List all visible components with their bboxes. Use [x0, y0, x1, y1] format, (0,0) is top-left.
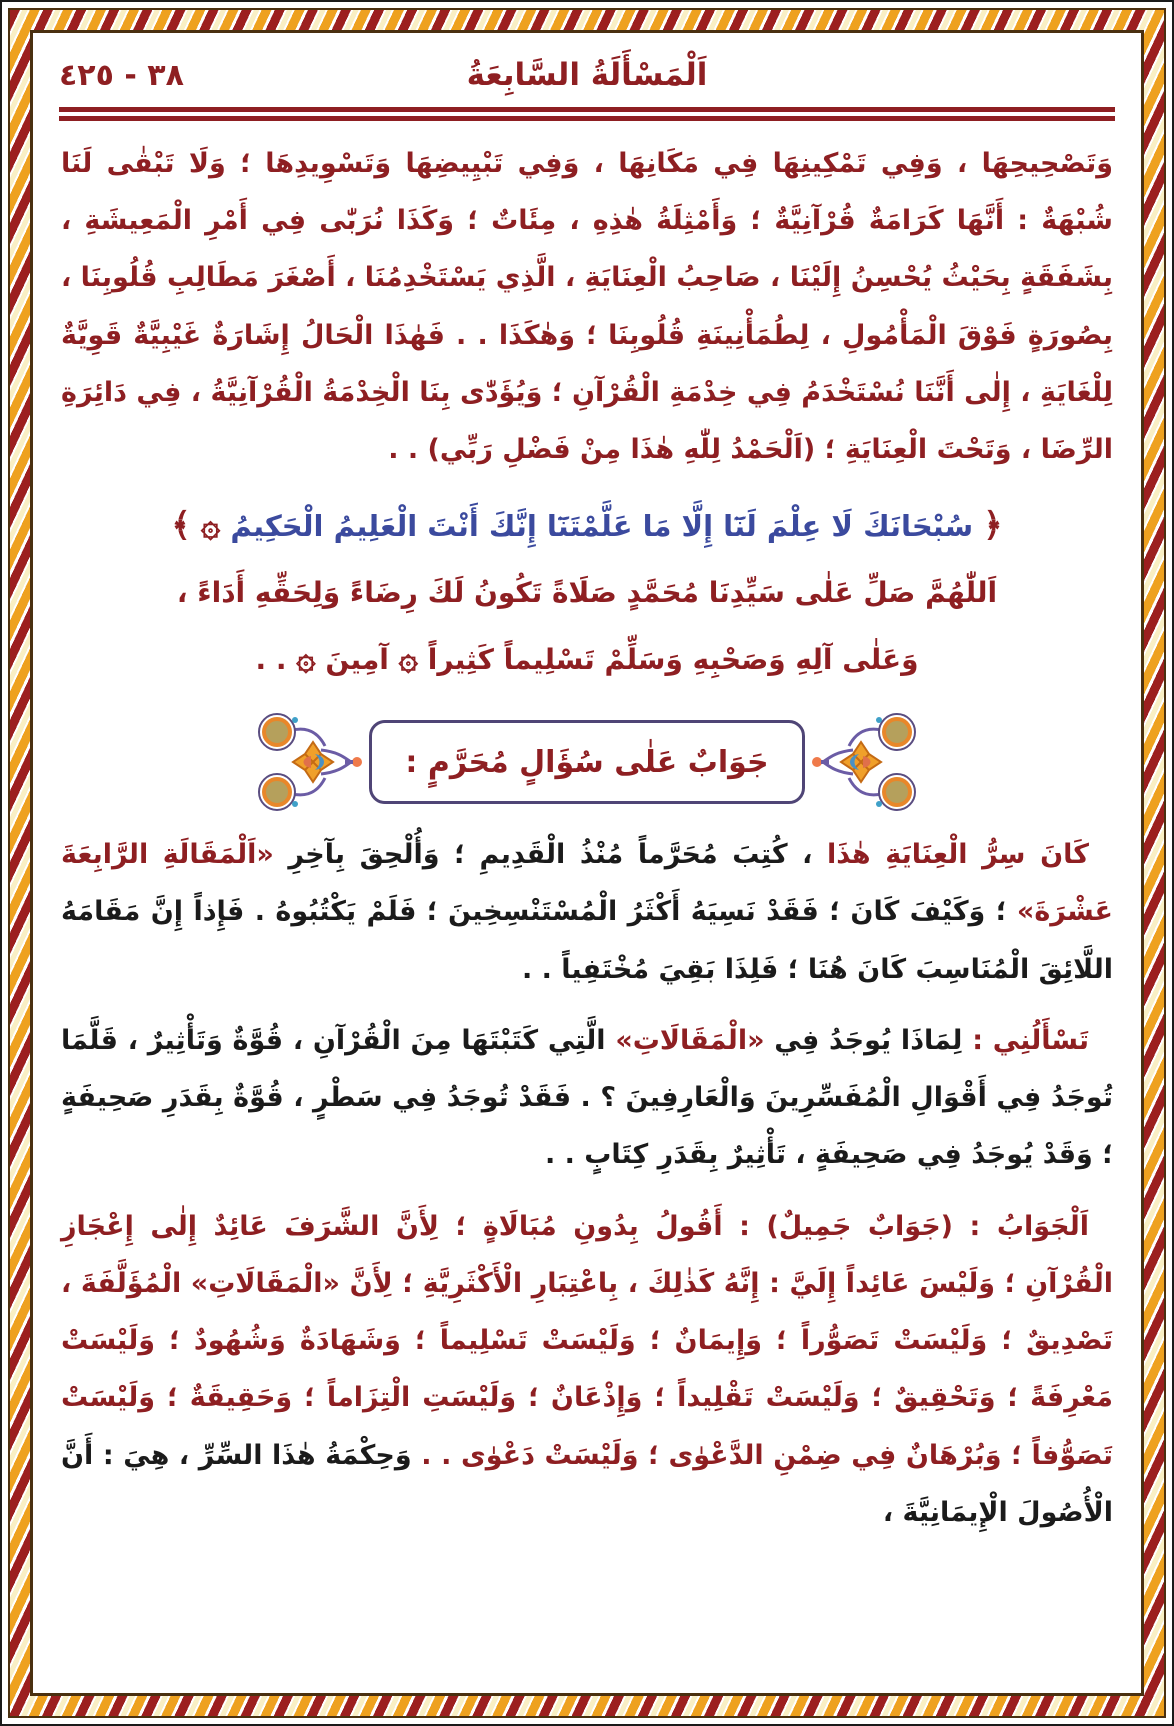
page-header — [59, 57, 1115, 93]
prayer-line-2: وَعَلٰى آلِهِ وَصَحْبِهِ وَسَلِّمْ تَسْلِيماً كَثِيراً ۞ آمِينَ ۞ . . — [255, 638, 919, 678]
body-paragraph-2: كَانَ سِرُّ الْعِنَايَةِ هٰذَا ، كُتِبَ مُحَرَّماً مُنْذُ الْقَدِيمِ ؛ وَأُلْحِقَ بِآخِرِ «اَلْمَقَالَةِ الرَّابِعَةَ عَشْرَةَ» ؛ وَكَيْفَ كَانَ ؛ فَقَدْ نَسِيَهُ أَكْثَرُ الْمُسْتَنْسِخِينَ ؛ فَلَمْ يَكْتُبُوهُ . فَإِذاً إِنَّ مَقَامَهُ اللَّائِقَ الْمُنَاسِبَ كَانَ هُنَا ؛ فَلِذَا بَقِيَ مُخْتَفِياً . . — [61, 839, 1113, 985]
body-paragraph-4: اَلْجَوَابُ : (جَوَابٌ جَمِيلٌ) : أَقُولُ بِدُونِ مُبَالَاةٍ ؛ لِأَنَّ الشَّرَفَ عَائِدٌ إِلٰى إِعْجَازِ الْقُرْآنِ ؛ وَلَيْسَ عَائِداً إِلَيَّ : إِنَّهُ كَذٰلِكَ ، بِاعْتِبَارِ الْأَكْثَرِيَّةِ ؛ لِأَنَّ «الْمَقَالَاتِ» الْمُؤَلَّفَةَ ، تَصْدِيقٌ ؛ وَلَيْسَتْ تَصَوُّراً ؛ وَإِيمَانٌ ؛ وَلَيْسَتْ تَسْلِيماً ؛ وَشَهَادَةٌ وَشُهُودٌ ؛ وَلَيْسَتْ مَعْرِفَةً ؛ وَتَحْقِيقٌ ؛ وَلَيْسَتْ تَقْلِيداً ؛ وَإِذْعَانٌ ؛ وَلَيْسَتِ الْتِزَاماً ؛ وَحَقِيقَةٌ ؛ وَلَيْسَتْ تَصَوُّفاً ؛ وَبُرْهَانٌ فِي ضِمْنِ الدَّعْوٰى ؛ وَلَيْسَتْ دَعْوٰى . . وَحِكْمَةُ هٰذَا السِّرِّ ، هِيَ : أَنَّ الْأُصُولَ الْإِيمَانِيَّةَ ، — [61, 1210, 1113, 1528]
header-divider-rule — [59, 107, 1115, 121]
rosette-icon: ۞ — [398, 638, 418, 678]
page-title: اَلْمَسْأَلَةُ السَّابِعَةُ — [466, 57, 708, 93]
prayer-block — [59, 563, 1115, 694]
section-title-cartouche — [369, 720, 805, 804]
page-content — [30, 30, 1144, 1696]
body-paragraph-1: وَتَصْحِيحِهَا ، وَفِي تَمْكِينِهَا فِي مَكَانِهَا ، وَفِي تَبْيِيضِهَا وَتَسْوِيدِهَا ؛ وَلَا تَبْقٰى لَنَا شُبْهَةٌ : أَنَّهَا كَرَامَةٌ قُرْآنِيَّةٌ ؛ وَأَمْثِلَةُ هٰذِهِ ، مِئَاتٌ ؛ وَكَذَا نُرَبّٰى فِي أَمْرِ الْمَعِيشَةِ ، بِشَفَقَةٍ بِحَيْثُ يُحْسِنُ إِلَيْنَا ، صَاحِبُ الْعِنَايَةِ ، الَّذِي يَسْتَخْدِمُنَا ، أَصْغَرَ مَطَالِبِ قُلُوبِنَا ، بِصُورَةٍ فَوْقَ الْمَأْمُولِ ، لِطُمَأْنِينَةِ قُلُوبِنَا ؛ وَهٰكَذَا . . فَهٰذَا الْحَالُ إِشَارَةٌ غَيْبِيَّةٌ قَوِيَّةٌ لِلْغَايَةِ ، إِلٰى أَنَّنَا نُسْتَخْدَمُ فِي خِدْمَةِ الْقُرْآنِ ؛ وَيُؤَدّٰى بِنَا الْخِدْمَةُ الْقُرْآنِيَّةُ ، فِي دَائِرَةِ الرِّضَا ، وَتَحْتَ الْعِنَايَةِ ؛ (اَلْحَمْدُ لِلّٰهِ هٰذَا مِنْ فَضْلِ رَبِّي) . . — [61, 148, 1113, 466]
prayer-line-1: اَللّٰهُمَّ صَلِّ عَلٰى سَيِّدِنَا مُحَمَّدٍ صَلَاةً تَكُونُ لَكَ رِضَاءً وَلِحَقِّهِ أَدَاءً ، — [176, 576, 998, 610]
quran-verse — [59, 494, 1115, 557]
ornamental-border-band — [8, 8, 1166, 1718]
section-title: جَوَابٌ عَلٰى سُؤَالٍ مُحَرَّمٍ : — [405, 744, 769, 780]
rosette-icon: ۞ — [296, 638, 316, 678]
ornament-flourish-icon — [805, 712, 923, 812]
ornament-flourish-icon — [251, 712, 369, 812]
verse-bracket-close-icon: ﴾ — [171, 505, 191, 545]
body-paragraph-3: تَسْأَلُنِي : لِمَاذَا يُوجَدُ فِي «الْمَقَالَاتِ» الَّتِي كَتَبْتَهَا مِنَ الْقُرْآنِ ، قُوَّةٌ وَتَأْثِيرٌ ، قَلَّمَا تُوجَدُ فِي أَقْوَالِ الْمُفَسِّرِينَ وَالْعَارِفِينَ ؟ . فَقَدْ تُوجَدُ فِي سَطْرٍ ، قُوَّةٌ بِقَدَرِ صَحِيفَةٍ ؛ وَقَدْ يُوجَدُ فِي صَحِيفَةٍ ، تَأْثِيرٌ بِقَدَرِ كِتَابٍ . . — [61, 1024, 1113, 1171]
verse-bracket-open-icon: ﴿ — [983, 505, 1003, 545]
footer-spacer — [59, 1541, 1115, 1547]
ayah-rosette-icon: ۞ — [200, 505, 221, 545]
verse-text: سُبْحَانَكَ لَا عِلْمَ لَنَٓا إِلَّا مَا عَلَّمْتَنَٓا إِنَّكَ أَنْتَ الْعَلِيمُ الْحَكِيمُ — [230, 509, 974, 544]
section-ornament — [59, 712, 1115, 812]
page-number: ٣٨ - ٤٢٥ — [59, 57, 184, 93]
